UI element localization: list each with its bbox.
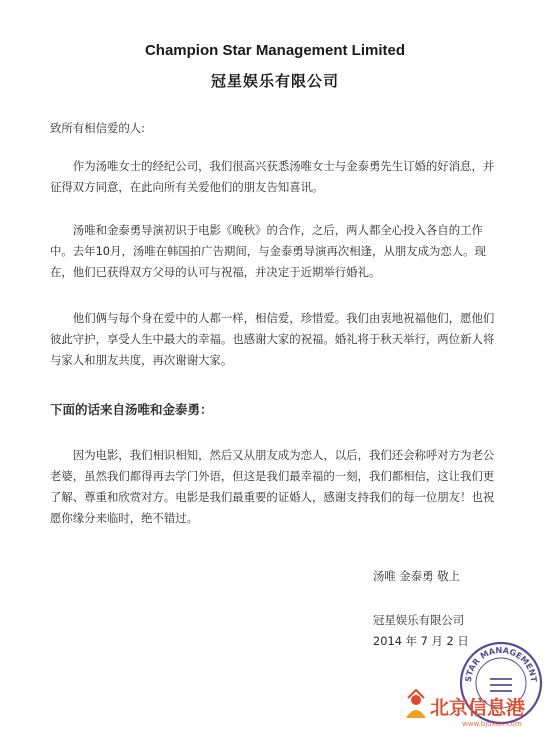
company-name-english: Champion Star Management Limited bbox=[144, 42, 406, 59]
svg-text:北京信息港: 北京信息港 bbox=[430, 697, 526, 719]
letter-greeting: 致所有相信爱的人: bbox=[50, 121, 145, 135]
paragraph-couple-message: 因为电影，我们相识相知，然后又从朋友成为恋人，以后，我们还会称呼对方为老公老婆，虽然我们都得再去学门外语，但这是我们最幸福的一刻，我们都相信，这让我们更了解、尊重和欣赏对方。电影是我们最重要的证婚人，感谢支持我们的每一位朋友！也祝愿你缘分来临时，绝不错过。 bbox=[50, 448, 495, 525]
paragraph-blessing: 他们俩与每个身在爱中的人都一样，相信爱，珍惜爱。我们由衷地祝福他们，愿他们彼此守护，享受人生中最大的幸福。也感谢大家的祝福。婚礼将于秋天举行，两位新人将与家人和朋友共度，再次谢谢大家。 bbox=[50, 311, 495, 367]
svg-text:STAR MANAGEMENT: STAR MANAGEMENT bbox=[462, 644, 540, 683]
paragraph-story: 汤唯和金泰勇导演初识于电影《晚秋》的合作，之后，两人都全心投入各自的工作中。去年10月，汤唯在韩国拍广告期间，与金泰勇导演再次相逢，从朋友成为恋人。现在，他们已获得双方父母的认可与祝福，并决定于近期举行婚礼。 bbox=[50, 223, 486, 279]
signature-company: 冠星娱乐有限公司 bbox=[373, 613, 465, 627]
couple-message-heading: 下面的话来自汤唯和金泰勇： bbox=[50, 402, 213, 417]
svg-text:www.bjuxun.com: www.bjuxun.com bbox=[462, 720, 522, 728]
signature-names: 汤唯 金泰勇 敬上 bbox=[373, 569, 460, 583]
paragraph-announcement: 作为汤唯女士的经纪公司，我们很高兴获悉汤唯女士与金泰勇先生订婚的好消息，并征得双方同意，在此向所有关爱他们的朋友告知喜讯。 bbox=[50, 159, 495, 194]
signature-date: 2014 年 7 月 2 日 bbox=[373, 634, 469, 648]
watermark-logo-icon bbox=[402, 680, 550, 730]
company-name-chinese: 冠星娱乐有限公司 bbox=[210, 72, 339, 90]
